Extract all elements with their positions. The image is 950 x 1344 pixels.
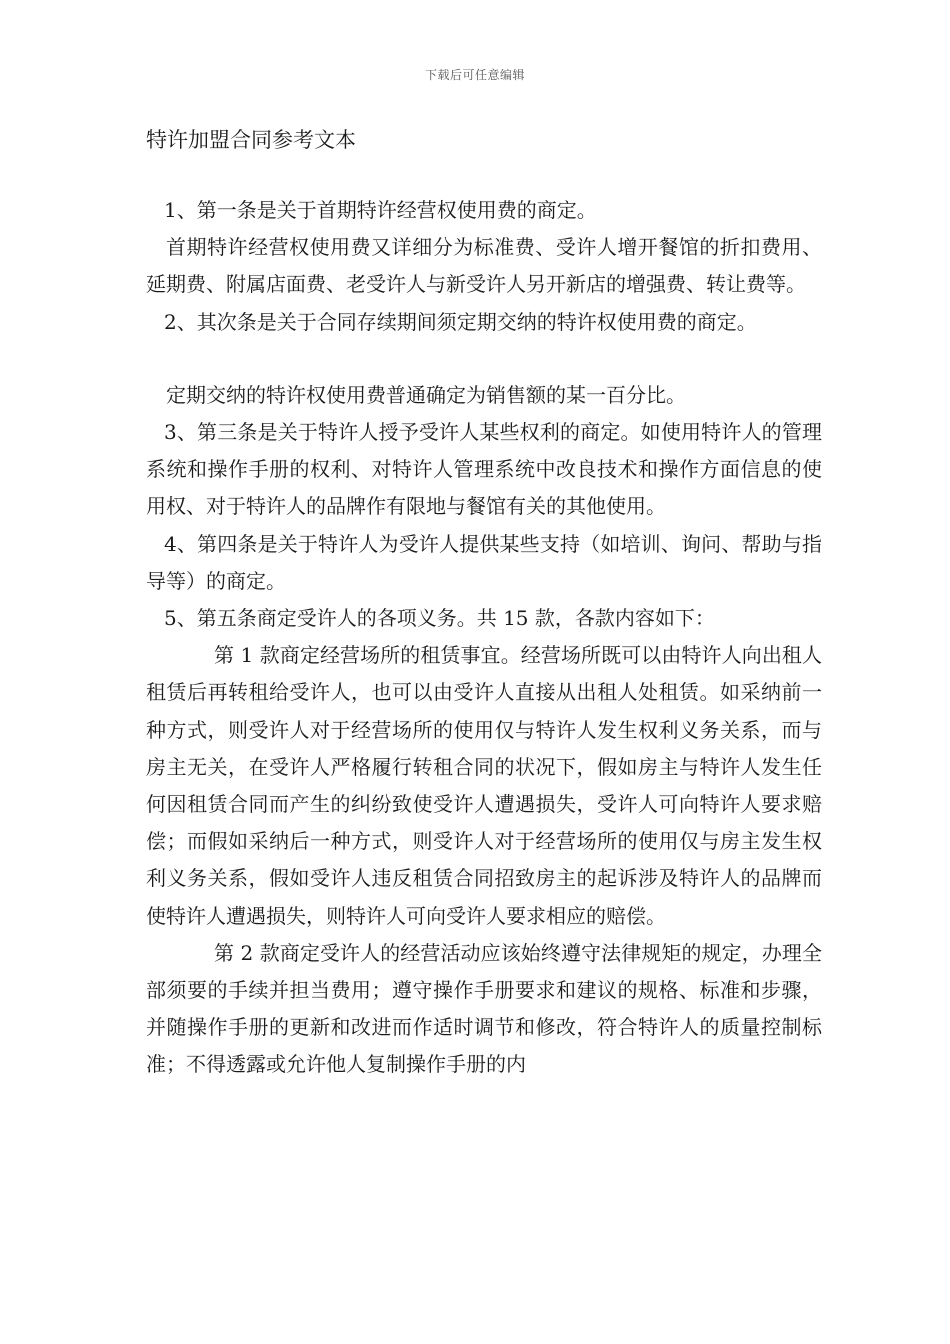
paragraph-article-3: 3、第三条是关于特许人授予受许人某些权利的商定。如使用特许人的管理系统和操作手册的权利、对特许人管理系统中改良技术和操作方面信息的使用权、对于特许人的品牌作有限地与餐馆有关的其他使用。: [146, 420, 822, 519]
document-body: [146, 192, 822, 1084]
paragraph-clause-2: 第 2 款商定受许人的经营活动应该始终遵守法律规矩的规定，办理全部须要的手续并担当费用；遵守操作手册要求和建议的规格、标准和步骤，并随操作手册的更新和改进而作适时调节和修改，符合特许人的质量控制标准；不得透露或允许他人复制操作手册的内: [146, 940, 822, 1077]
header-note: 下载后可任意编辑: [424, 68, 525, 82]
paragraph-periodic-fee-detail: 定期交纳的特许权使用费普通确定为销售额的某一百分比。: [166, 382, 686, 407]
paragraph-article-2: 2、其次条是关于合同存续期间须定期交纳的特许权使用费的商定。: [164, 309, 757, 334]
paragraph-article-1: 1、第一条是关于首期特许经营权使用费的商定。: [164, 198, 597, 222]
paragraph-initial-fee-detail: 首期特许经营权使用费又详细分为标准费、受许人增开餐馆的折扣费用、延期费、附属店面费、老受许人与新受许人另开新店的增强费、转让费等。: [146, 235, 822, 297]
paragraph-clause-1: 第 1 款商定经营场所的租赁事宜。经营场所既可以由特许人向出租人租赁后再转租给受许人，也可以由受许人直接从出租人处租赁。如采纳前一种方式，则受许人对于经营场所的使用仅与特许人发生权利义务关系，而与房主无关，在受许人严格履行转租合同的状况下，假如房主与特许人发生任何因租赁合同而产生的纠纷致使受许人遭遇损失，受许人可向特许人要求赔偿；而假如采纳后一种方式，则受许人对于经营场所的使用仅与房主发生权利义务关系，假如受许人违反租赁合同招致房主的起诉涉及特许人的品牌而使特许人遭遇损失，则特许人可向受许人要求相应的赔偿。: [146, 643, 822, 928]
document-title: 特许加盟合同参考文本: [146, 128, 356, 152]
paragraph-article-5: 5、第五条商定受许人的各项义务。共 15 款，各款内容如下：: [164, 606, 715, 631]
paragraph-article-4: 4、第四条是关于特许人为受许人提供某些支持（如培训、询问、帮助与指导等）的商定。: [146, 531, 822, 593]
